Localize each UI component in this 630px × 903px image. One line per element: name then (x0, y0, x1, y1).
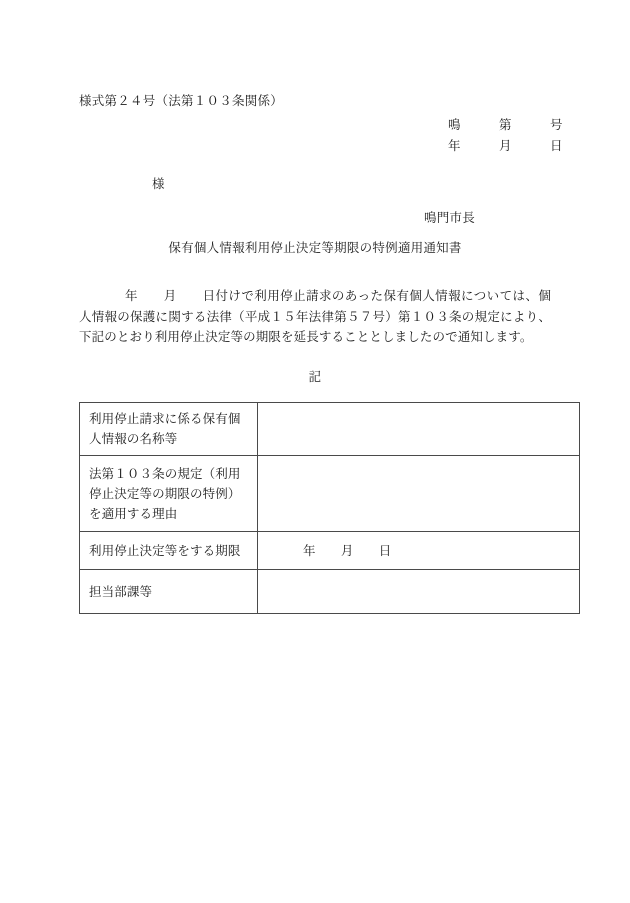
ki-marker: 記 (308, 370, 322, 384)
document-date-line: 年 月 日 (448, 139, 563, 153)
table-row-value-cell[interactable] (258, 570, 580, 614)
table-row-label-cell (80, 532, 258, 570)
table-row (80, 456, 580, 532)
document-number-line: 鳴 第 号 (448, 118, 563, 132)
table-row-value-cell[interactable] (258, 456, 580, 532)
table-row (80, 570, 580, 614)
form-number: 様式第２４号（法第１０３条関係） (79, 94, 284, 108)
table-row-label: 法第１０３条の規定（利用停止決定等の期限の特例）を適用する理由 (89, 466, 241, 521)
table-row (80, 532, 580, 570)
document-title: 保有個人情報利用停止決定等期限の特例適用通知書 (168, 241, 462, 255)
table-row-label-cell (80, 570, 258, 614)
table-row-label-cell (80, 456, 258, 532)
addressee-honorific: 様 (152, 177, 165, 191)
issuer-name: 鳴門市長 (424, 211, 476, 225)
table-row (80, 403, 580, 456)
table-row-value: 年 月 日 (303, 543, 392, 558)
table-row-label-cell (80, 403, 258, 456)
table-row-label: 担当部課等 (89, 584, 153, 599)
table-row-value-cell[interactable] (258, 532, 580, 570)
body-paragraph: 年 月 日付けで利用停止請求のあった保有個人情報については、個人情報の保護に関する法律（平成１５年法律第５７号）第１０３条の規定により、下記のとおり利用停止決定等の期限を延長することとしましたので通知します。 (79, 289, 551, 344)
table-row-label: 利用停止請求に係る保有個人情報の名称等 (89, 412, 241, 446)
table-row-value-cell[interactable] (258, 403, 580, 456)
form-table (79, 402, 580, 614)
table-row-label: 利用停止決定等をする期限 (89, 543, 241, 558)
